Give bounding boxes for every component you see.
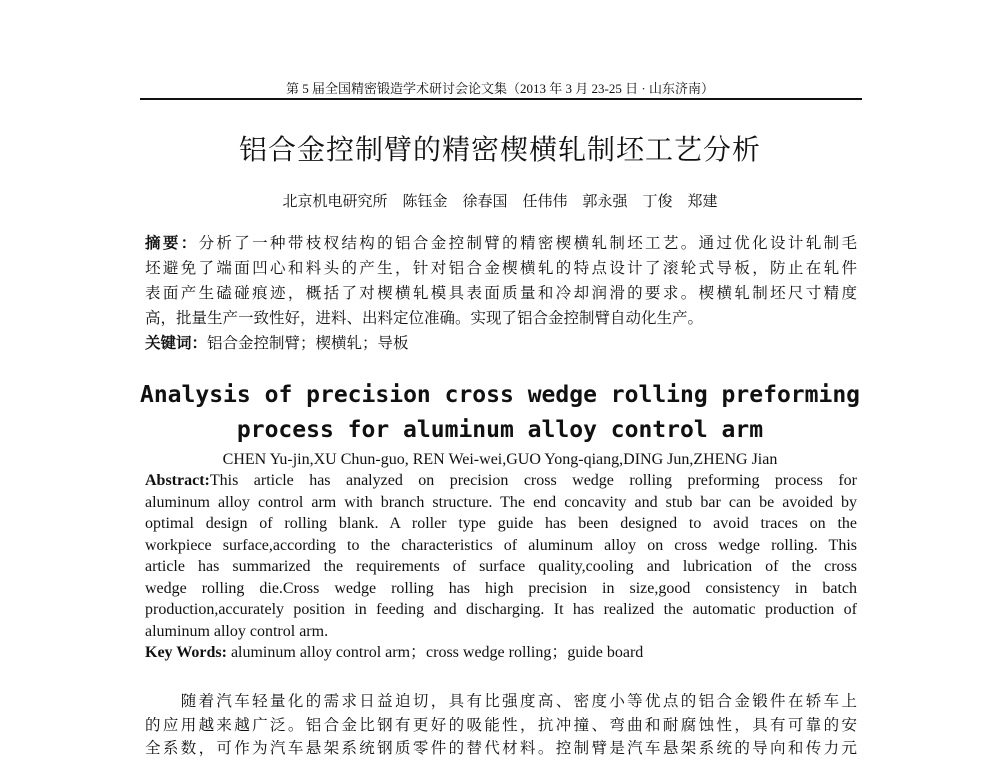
keywords-cn: 铝合金控制臂；楔横轧；导板 bbox=[207, 334, 409, 352]
abstract-cn bbox=[145, 231, 857, 356]
authors-cn: 北京机电研究所 陈钰金 徐春国 任伟伟 郭永强 丁俊 郑建 bbox=[282, 192, 718, 210]
abstract-cn-line: 坯避免了端面凹心和料头的产生，针对铝合金楔横轧的特点设计了滚轮式导板，防止在轧件 bbox=[145, 259, 857, 277]
title-en-line: Analysis of precision cross wedge rolling preforming bbox=[139, 382, 861, 408]
keywords-cn-label: 关键词： bbox=[145, 334, 208, 352]
abstract-en-line: aluminum alloy control arm with branch structure. The end concavity and stub bar can be avoided by bbox=[145, 493, 857, 511]
running-header: 第 5 届全国精密锻造学术研讨会论文集（2013 年 3 月 23-25 日 · 山东济南） bbox=[286, 81, 714, 96]
keywords-en: aluminum alloy control arm；cross wedge rolling；guide board bbox=[226, 644, 644, 661]
body-text bbox=[145, 690, 857, 761]
abstract-cn-line: 高，批量生产一致性好，进料、出料定位准确。实现了铝合金控制臂自动化生产。 bbox=[145, 309, 704, 327]
abstract-en-line: optimal design of rolling blank. A roller type guide has been designed to avoid traces on the bbox=[145, 515, 857, 532]
title-cn: 铝合金控制臂的精密楔横轧制坯工艺分析 bbox=[238, 133, 761, 166]
abstract-en-line: article has summarized the requirements of surface quality,cooling and lubrication of the cross bbox=[145, 558, 857, 575]
abstract-en-line: production,accurately position in feeding and discharging. It has realized the automatic production of bbox=[145, 601, 857, 618]
abstract-en-line: This article has analyzed on precision cross wedge rolling preforming process for bbox=[209, 472, 857, 489]
header-rule bbox=[140, 98, 862, 100]
abstract-cn-line: 表面产生磕碰痕迹，概括了对楔横轧模具表面质量和冷却润滑的要求。楔横轧制坯尺寸精度 bbox=[145, 284, 857, 302]
body-line: 的应用越来越广泛。铝合金比钢有更好的吸能性，抗冲撞、弯曲和耐腐蚀性，具有可靠的安 bbox=[145, 715, 857, 734]
title-en-line: process for aluminum alloy control arm bbox=[236, 417, 764, 443]
abstract-en bbox=[145, 470, 857, 664]
abstract-en-line: workpiece surface,according to the characteristics of aluminum alloy on cross wedge rolling. This bbox=[145, 536, 857, 554]
abstract-en-line: aluminum alloy control arm. bbox=[145, 622, 329, 640]
abstract-cn-label: 摘要： bbox=[145, 234, 199, 252]
keywords-en-label: Key Words: bbox=[145, 644, 227, 661]
body-line: 全系数，可作为汽车悬架系统钢质零件的替代材料。控制臂是汽车悬架系统的导向和传力元 bbox=[145, 739, 857, 757]
abstract-en-label: Abstract: bbox=[145, 472, 210, 489]
abstract-cn-line: 分析了一种带枝杈结构的铝合金控制臂的精密楔横轧制坯工艺。通过优化设计轧制毛 bbox=[198, 234, 857, 252]
abstract-en-line: wedge rolling die.Cross wedge rolling has high precision in size,good consistency in batch bbox=[145, 579, 857, 597]
body-line: 随着汽车轻量化的需求日益迫切，具有比强度高、密度小等优点的铝合金锻件在轿车上 bbox=[145, 692, 857, 710]
authors-en: CHEN Yu-jin,XU Chun-guo, REN Wei-wei,GUO Yong-qiang,DING Jun,ZHENG Jian bbox=[222, 451, 778, 468]
